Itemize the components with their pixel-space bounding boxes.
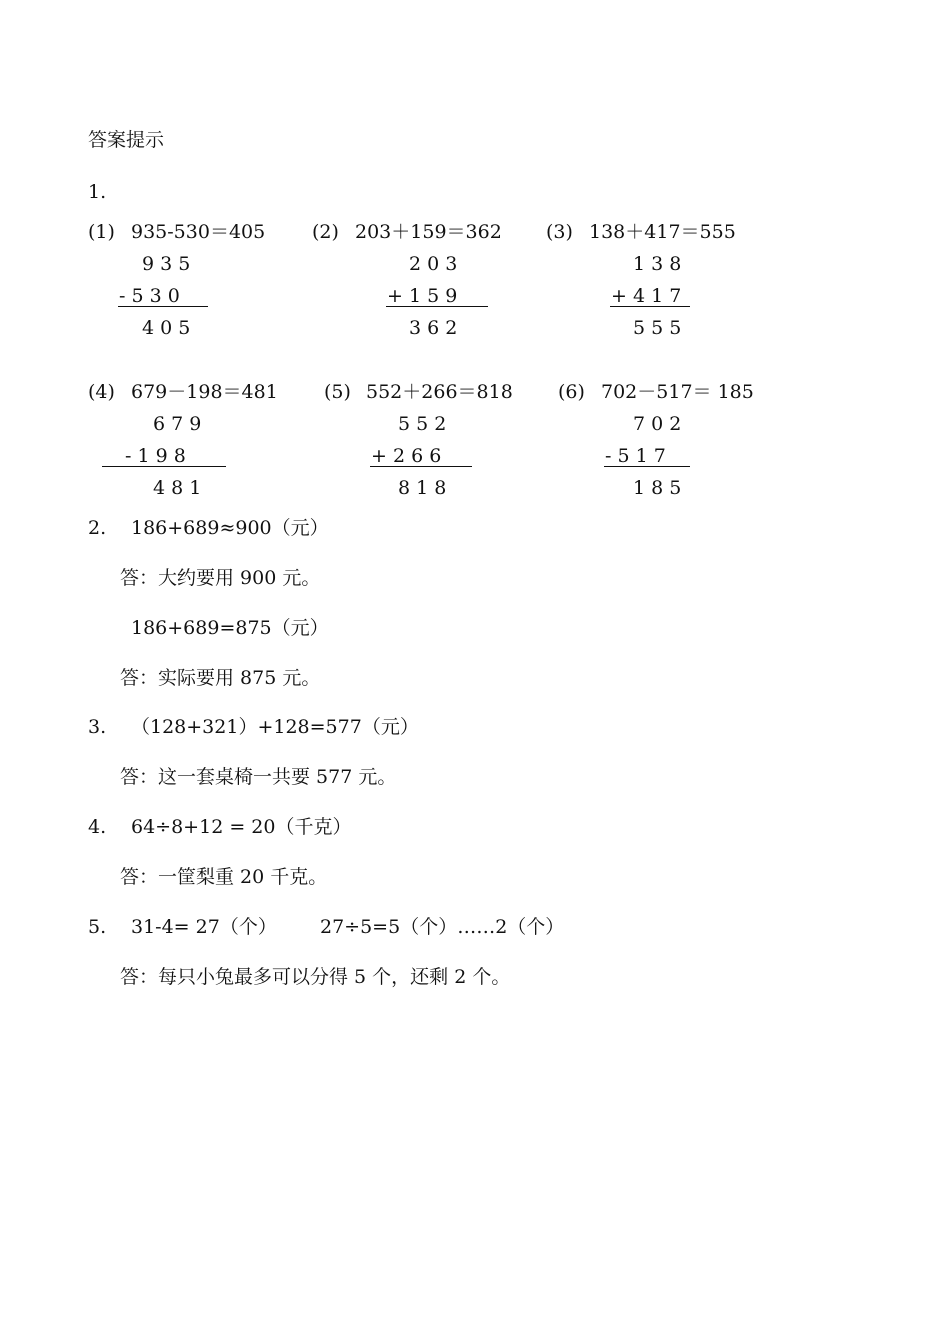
problem-label: (2): [312, 221, 339, 243]
vertical-top: 7 0 2: [633, 413, 682, 435]
vertical-operand: - 1 9 8: [125, 445, 186, 467]
question-2-answer-estimate: 答：大约要用 900 元。: [120, 567, 321, 589]
problem-equation: 552＋266＝818: [366, 381, 513, 403]
vertical-top: 2 0 3: [409, 253, 458, 275]
vertical-top: 9 3 5: [142, 253, 191, 275]
problem-equation: 138＋417＝555: [589, 221, 736, 243]
question-1-number: 1.: [88, 181, 107, 203]
question-5-number: 5.: [88, 916, 107, 938]
vertical-underline: [604, 466, 690, 467]
vertical-result: 8 1 8: [398, 477, 447, 499]
question-5-equation-a: 31-4= 27（个）: [131, 916, 277, 938]
vertical-top: 6 7 9: [153, 413, 202, 435]
vertical-underline: [370, 466, 472, 467]
problem-label: (5): [324, 381, 351, 403]
question-5-answer: 答：每只小兔最多可以分得 5 个，还剩 2 个。: [120, 966, 511, 988]
problem-equation: 935-530＝405: [131, 221, 266, 243]
vertical-top: 1 3 8: [633, 253, 682, 275]
question-2-estimate: 186+689≈900（元）: [131, 517, 329, 539]
vertical-underline: [118, 306, 208, 307]
vertical-operand: + 2 6 6: [371, 445, 442, 467]
vertical-operand: - 5 1 7: [605, 445, 666, 467]
question-2-exact: 186+689=875（元）: [131, 617, 329, 639]
vertical-underline: [610, 306, 690, 307]
vertical-result: 1 8 5: [633, 477, 682, 499]
problem-equation: 679－198＝481: [131, 381, 278, 403]
question-4-equation: 64÷8+12 = 20（千克）: [131, 816, 352, 838]
vertical-top: 5 5 2: [398, 413, 447, 435]
vertical-result: 4 8 1: [153, 477, 202, 499]
problem-equation: 702－517＝ 185: [601, 381, 754, 403]
question-4-number: 4.: [88, 816, 107, 838]
question-5-equation-b: 27÷5=5（个）……2（个）: [320, 916, 565, 938]
problem-equation: 203＋159＝362: [355, 221, 502, 243]
vertical-result: 4 0 5: [142, 317, 191, 339]
vertical-underline: [102, 466, 226, 467]
problem-label: (3): [546, 221, 573, 243]
question-2-number: 2.: [88, 517, 107, 539]
problem-label: (6): [558, 381, 585, 403]
page-title: 答案提示: [88, 129, 165, 151]
vertical-result: 5 5 5: [633, 317, 682, 339]
problem-label: (1): [88, 221, 115, 243]
question-4-answer: 答：一筐梨重 20 千克。: [120, 866, 328, 888]
question-3-number: 3.: [88, 716, 107, 738]
problem-label: (4): [88, 381, 115, 403]
question-2-answer-exact: 答：实际要用 875 元。: [120, 667, 321, 689]
vertical-underline: [386, 306, 488, 307]
vertical-operand: + 4 1 7: [611, 285, 682, 307]
question-3-answer: 答：这一套桌椅一共要 577 元。: [120, 766, 397, 788]
vertical-result: 3 6 2: [409, 317, 458, 339]
vertical-operand: - 5 3 0: [119, 285, 180, 307]
question-3-equation: （128+321）+128=577（元）: [131, 716, 419, 738]
vertical-operand: + 1 5 9: [387, 285, 458, 307]
